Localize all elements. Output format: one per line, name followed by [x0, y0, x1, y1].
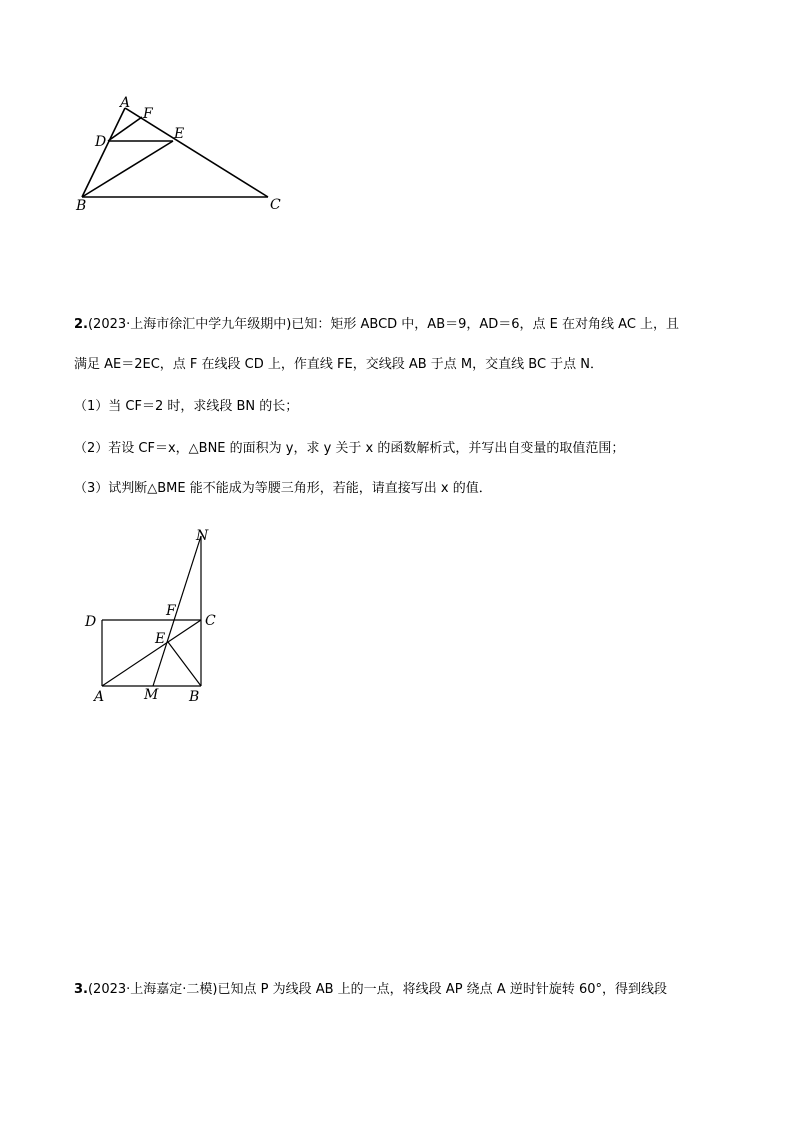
segment-DF	[108, 117, 142, 141]
figure-2-rectangle	[80, 520, 240, 710]
problem-2-stem-line-1	[74, 316, 679, 334]
label-A: A	[94, 689, 105, 705]
problem-2-question-3: （3）试判断△BME 能不能成为等腰三角形，若能，请直接写出 x 的值．	[74, 481, 492, 496]
label-D: D	[85, 614, 97, 630]
problem-3-stem-text-1: 已知点 P 为线段 AB 上的一点，将线段 AP 绕点 A 逆时针旋转 60°，得到线段	[217, 982, 667, 997]
segment-EB	[168, 642, 201, 686]
problem-2-source: (2023·上海市徐汇中学九年级期中)	[87, 317, 292, 332]
label-C: C	[270, 197, 281, 213]
problem-2-number: 2.	[74, 317, 88, 332]
label-E: E	[155, 631, 166, 647]
figure-1-triangle	[60, 90, 300, 220]
label-A: A	[120, 95, 131, 111]
problem-3-number: 3.	[74, 982, 88, 997]
problem-3-stem-line-1	[74, 981, 667, 999]
problem-2-stem-text-1: 已知：矩形 ABCD 中，AB＝9，AD＝6，点 E 在对角线 AC 上，且	[291, 317, 680, 332]
problem-2-stem-line-2: 满足 AE＝2EC，点 F 在线段 CD 上，作直线 FE，交线段 AB 于点 M，交直线 BC 于点 N．	[74, 357, 604, 372]
label-F: F	[143, 106, 153, 122]
label-N: N	[196, 528, 209, 544]
segment-AC	[102, 620, 201, 686]
label-E: E	[174, 126, 185, 142]
label-C: C	[205, 613, 216, 629]
label-B: B	[76, 198, 87, 214]
label-D: D	[95, 134, 107, 150]
problem-3-source: (2023·上海嘉定·二模)	[87, 982, 218, 997]
line-MN	[153, 536, 201, 686]
label-B: B	[189, 689, 200, 705]
problem-2-question-1: （1）当 CF＝2 时，求线段 BN 的长；	[74, 399, 299, 414]
label-M: M	[144, 687, 159, 703]
label-F: F	[166, 603, 176, 619]
problem-2-question-2: （2）若设 CF＝x，△BNE 的面积为 y，求 y 关于 x 的函数解析式，并写出自变量的取值范围；	[74, 441, 625, 456]
